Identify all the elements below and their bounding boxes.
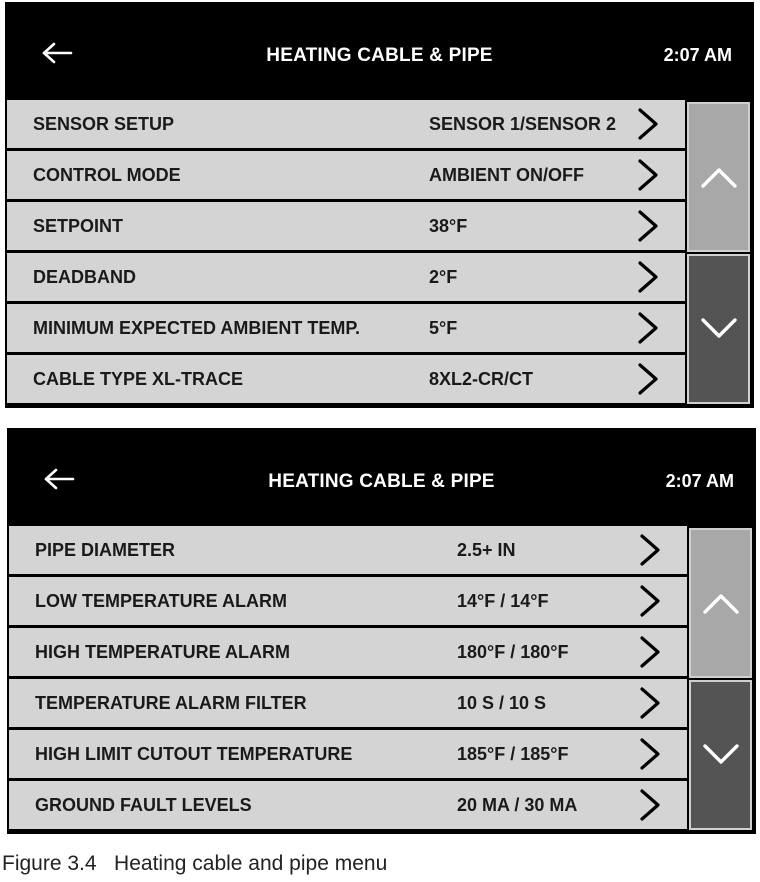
setting-value: 180°F / 180°F [457, 642, 569, 662]
chevron-down-icon [700, 317, 738, 341]
chevron-right-icon [637, 311, 659, 345]
setting-label: TEMPERATURE ALARM FILTER [35, 693, 307, 713]
panel-header [9, 430, 754, 526]
setting-row-deadband[interactable] [7, 253, 685, 301]
page-title: HEATING CABLE & PIPE [268, 471, 495, 492]
chevron-right-icon [639, 533, 661, 567]
setting-row-min-ambient-temp[interactable] [7, 304, 685, 352]
setting-row-setpoint[interactable] [7, 202, 685, 250]
chevron-right-icon [637, 209, 659, 243]
setting-row-ground-fault-levels[interactable] [9, 781, 687, 829]
setting-value: 2°F [429, 267, 458, 287]
setting-row-sensor-setup[interactable] [7, 100, 685, 148]
setting-row-control-mode[interactable] [7, 151, 685, 199]
chevron-down-icon [702, 743, 740, 767]
setting-label: HIGH LIMIT CUTOUT TEMPERATURE [35, 744, 353, 764]
setting-label: HIGH TEMPERATURE ALARM [35, 642, 290, 662]
setting-value: 38°F [429, 216, 468, 236]
chevron-right-icon [639, 737, 661, 771]
chevron-right-icon [637, 260, 659, 294]
setting-value: SENSOR 1/SENSOR 2 [429, 114, 617, 134]
setting-label: CABLE TYPE XL-TRACE [33, 369, 244, 389]
setting-value: 10 S / 10 S [457, 693, 547, 713]
chevron-up-icon [700, 165, 738, 189]
figure-caption: Figure 3.4 Heating cable and pipe menu [2, 852, 388, 875]
chevron-right-icon [639, 686, 661, 720]
scroll-down-button[interactable] [687, 254, 750, 404]
setting-value: 185°F / 185°F [457, 744, 569, 764]
setting-row-cable-type[interactable] [7, 355, 685, 403]
panel-header [7, 4, 752, 100]
chevron-right-icon [637, 158, 659, 192]
menu-panel-2 [7, 428, 756, 834]
setting-row-high-temp-alarm[interactable] [9, 628, 687, 676]
chevron-right-icon [639, 584, 661, 618]
chevron-up-icon [702, 591, 740, 615]
setting-row-high-limit-cutout[interactable] [9, 730, 687, 778]
setting-row-low-temp-alarm[interactable] [9, 577, 687, 625]
setting-label: SETPOINT [33, 216, 124, 236]
scroll-up-button[interactable] [689, 528, 752, 678]
setting-value: 2.5+ IN [457, 540, 516, 560]
setting-row-pipe-diameter[interactable] [9, 526, 687, 574]
settings-list [7, 100, 685, 403]
setting-value: 8XL2-CR/CT [429, 369, 534, 389]
clock-time: 2:07 AM [665, 471, 734, 491]
setting-label: GROUND FAULT LEVELS [35, 795, 252, 815]
setting-label: MINIMUM EXPECTED AMBIENT TEMP. [33, 318, 361, 338]
setting-value: 20 MA / 30 MA [457, 795, 578, 815]
chevron-right-icon [639, 788, 661, 822]
setting-label: SENSOR SETUP [33, 114, 175, 134]
settings-list [9, 526, 687, 829]
setting-value: 14°F / 14°F [457, 591, 549, 611]
scroll-up-button[interactable] [687, 102, 750, 252]
setting-label: LOW TEMPERATURE ALARM [35, 591, 287, 611]
scroll-down-button[interactable] [689, 680, 752, 830]
setting-label: DEADBAND [33, 267, 136, 287]
setting-label: PIPE DIAMETER [35, 540, 176, 560]
chevron-right-icon [637, 362, 659, 396]
setting-row-temp-alarm-filter[interactable] [9, 679, 687, 727]
chevron-right-icon [639, 635, 661, 669]
menu-panel-1 [5, 2, 754, 408]
chevron-right-icon [637, 107, 659, 141]
setting-value: 5°F [429, 318, 458, 338]
setting-value: AMBIENT ON/OFF [429, 165, 584, 185]
clock-time: 2:07 AM [663, 45, 732, 65]
setting-label: CONTROL MODE [33, 165, 181, 185]
page-title: HEATING CABLE & PIPE [266, 45, 493, 66]
